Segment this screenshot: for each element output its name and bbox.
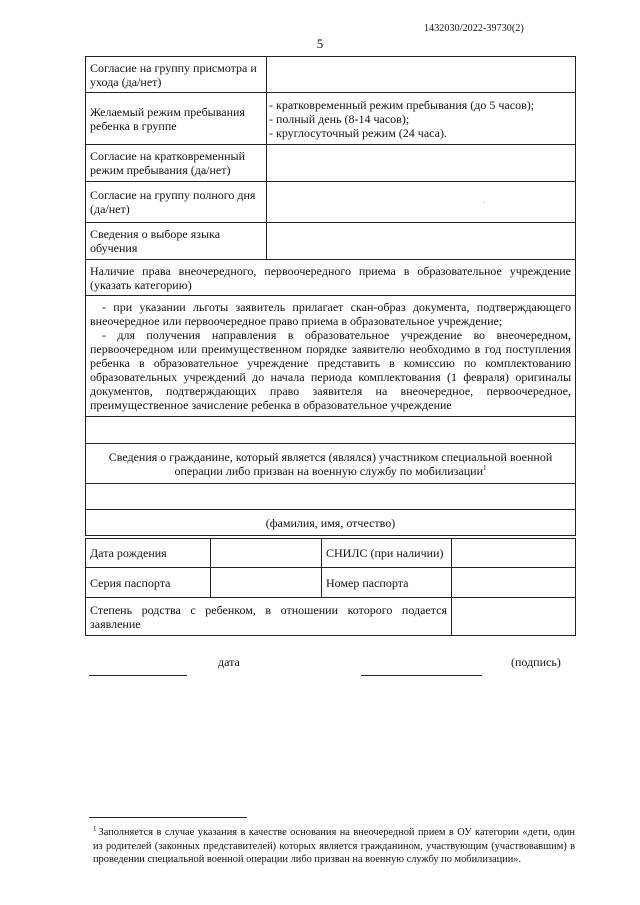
- short-stay-label: Согласие на кратковременный режим пребывания (да/нет): [86, 145, 267, 182]
- benefit-note-originals: - для получения направления в образовательное учреждение во внеочередном, первоочередном или преимущественном порядке заявителю необходимо в год поступления ребенка в образовательное учреждение представить в комиссию по комплектованию образовательных учреждений до начала периода комплектования (1 февраля) оригиналы документов, подтверждающих право заявителя на внеочередное, первоочередное, преимущественное зачисление ребенка в образовательное учреждение: [90, 328, 571, 412]
- scan-speck: ·: [483, 198, 486, 207]
- passport-series-value[interactable]: [211, 568, 322, 598]
- birth-date-value[interactable]: [211, 539, 322, 568]
- short-stay-value[interactable]: [267, 145, 576, 182]
- military-info-text: Сведения о гражданине, который является (являлся) участником специальной военной операции либо призван на военную службу по мобилизации: [108, 449, 553, 478]
- stay-mode-option-full-day: - полный день (8-14 часов);: [269, 111, 410, 126]
- footnote-text: Заполняется в случае указания в качестве основания на внеочередной прием в ОУ категории «дети, один из родителей (законных представителей) которых является гражданином, участвующим (участвовавшим) в проведении специальной военной операции либо призван на военную службу по мобилизации».: [93, 827, 575, 865]
- birth-date-label: Дата рождения: [86, 539, 211, 568]
- document-id: 1432030/2022-39730(2): [424, 23, 524, 34]
- page-number: 5: [316, 36, 324, 51]
- stay-mode-label: Желаемый режим пребывания ребенка в группе: [86, 93, 267, 145]
- stay-mode-option-short: - кратковременный режим пребывания (до 5 часов);: [269, 97, 535, 112]
- table-row: [86, 57, 576, 93]
- table-row: [86, 417, 576, 444]
- table-row: [86, 223, 576, 260]
- snils-label: СНИЛС (при наличии): [322, 539, 452, 568]
- signature-line[interactable]: [361, 675, 482, 676]
- table-row: [86, 568, 576, 598]
- stay-mode-options: [267, 93, 576, 145]
- table-row: [86, 539, 576, 568]
- person-table: [85, 538, 576, 636]
- passport-series-label: Серия паспорта: [86, 568, 211, 598]
- table-row: [86, 296, 576, 417]
- language-label: Сведения о выборе языка обучения: [86, 223, 267, 260]
- date-line[interactable]: [89, 675, 187, 676]
- table-row: [86, 260, 576, 296]
- priority-right-label: Наличие права внеочередного, первоочередного приема в образовательное учреждение (указать категорию): [86, 260, 576, 296]
- footnote: [93, 826, 575, 867]
- kinship-label: Степень родства с ребенком, в отношении которого подается заявление: [86, 598, 452, 636]
- table-row: [86, 484, 576, 510]
- fio-caption: (фамилия, имя, отчество): [86, 510, 576, 536]
- signature-label: (подпись): [511, 655, 561, 669]
- snils-value[interactable]: [452, 539, 576, 568]
- date-label: дата: [218, 655, 240, 669]
- footnote-mark: 1: [93, 824, 97, 833]
- benefit-note-scan: - при указании льготы заявитель прилагает скан-образ документа, подтверждающего внеочередное или первоочередное право приема в образовательное учреждение;: [90, 300, 571, 328]
- full-day-label: Согласие на группу полного дня (да/нет): [86, 182, 267, 223]
- kinship-value[interactable]: [452, 598, 576, 636]
- military-info-heading: [86, 444, 576, 484]
- priority-category-value[interactable]: [86, 417, 576, 444]
- passport-number-label: Номер паспорта: [322, 568, 452, 598]
- table-row: [86, 93, 576, 145]
- table-row: [86, 510, 576, 536]
- benefit-notes: [86, 296, 576, 417]
- footnote-ref: 1: [483, 463, 487, 472]
- language-value[interactable]: [267, 223, 576, 260]
- passport-number-value[interactable]: [452, 568, 576, 598]
- application-table: [85, 56, 576, 536]
- care-group-label: Согласие на группу присмотра и ухода (да/нет): [86, 57, 267, 93]
- table-row: [86, 598, 576, 636]
- table-row: [86, 182, 576, 223]
- table-row: [86, 444, 576, 484]
- stay-mode-option-24h: - круглосуточный режим (24 часа).: [269, 125, 447, 140]
- fio-value[interactable]: [86, 484, 576, 510]
- care-group-value[interactable]: [267, 57, 576, 93]
- table-row: [86, 145, 576, 182]
- footnote-divider: [89, 817, 247, 818]
- full-day-value[interactable]: [267, 182, 576, 223]
